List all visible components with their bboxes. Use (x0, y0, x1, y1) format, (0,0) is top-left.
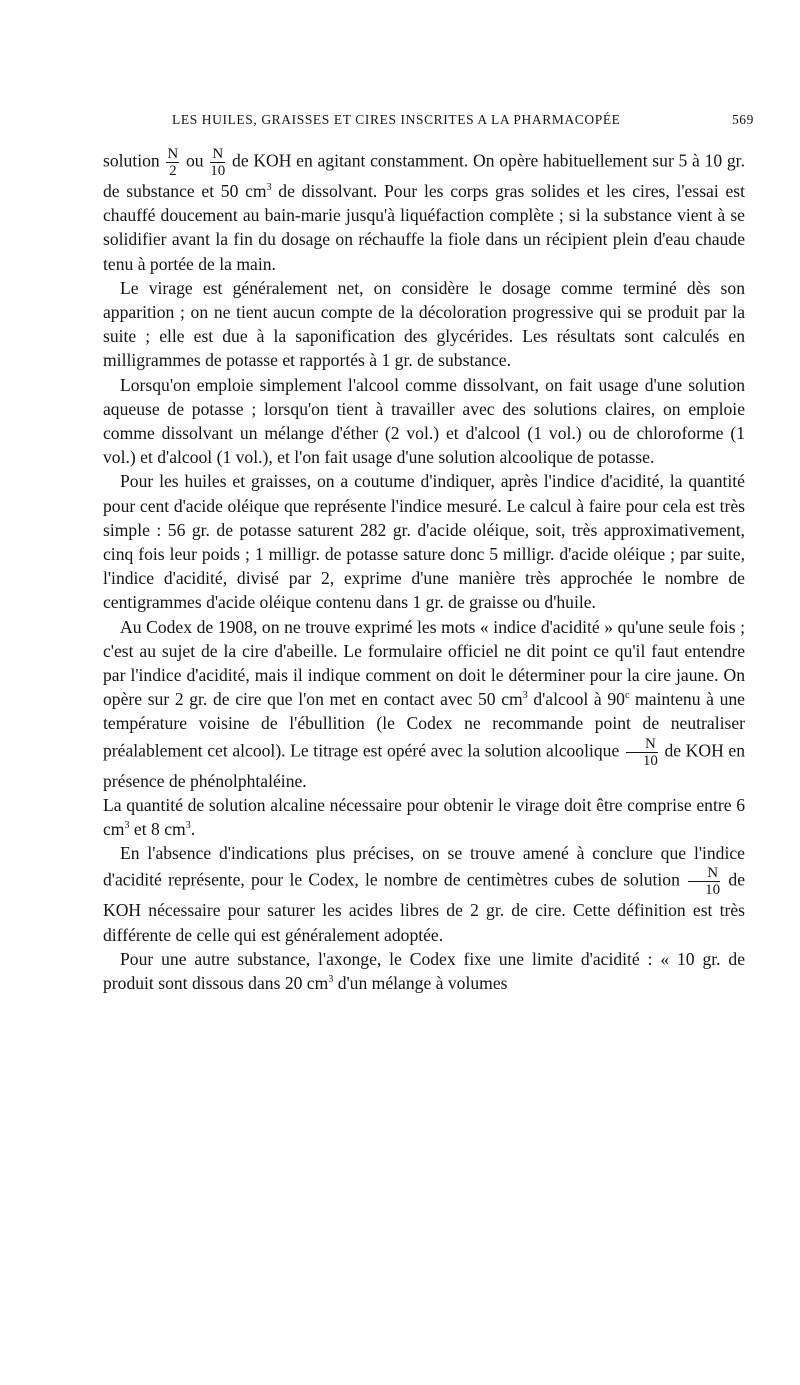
paragraph-4: Pour les huiles et graisses, on a coutume d'indiquer, après l'indice d'acidité, la quantité pour cent d'acide oléique que représente l'indice mesuré. Le calcul à faire pour cela est très simple : 56 gr. de potasse saturent 282 gr. d'acide oléique, soit, très approximativement, cinq fois leur poids ; 1 milligr. de potasse sature donc 5 milligr. d'acide oléique ; par suite, l'indice d'acidité, divisé par 2, exprime d'une manière très approchée le nombre de centigrammes d'acide oléique contenu dans 1 gr. de graisse ou d'huile. (103, 471, 745, 613)
paragraph-2: Le virage est généralement net, on considère le dosage comme terminé dès son apparition ; on ne tient aucun compte de la décoloration progressive qui se produit par la suite ; elle est due à la saponification des glycérides. Les résultats sont calculés en milligrammes de potasse et rapportés à 1 gr. de substance. (103, 277, 745, 371)
fraction-n-over-10: $\frac{N}{10}$ (688, 865, 720, 898)
paragraph-7: En l'absence d'indications plus précises, on se trouve amené à conclure que l'indice d'acidité représente, pour le Codex, le nombre de centimètres cubes de solution $\frac{N}{10}$ de KOH nécessaire pour saturer les acides libres de 2 gr. de cire. Cette définition est très différente de celle qui est généralement adoptée. (103, 843, 746, 945)
body-text (103, 146, 745, 995)
running-title: LES HUILES, GRAISSES ET CIRES INSCRITES A LA PHARMACOPÉE (172, 112, 621, 127)
paragraph-8: Pour une autre substance, l'axonge, le Codex fixe une limite d'acidité : « 10 gr. de produit sont dissous dans 20 $cm^3$ d'un mélange à volumes (103, 948, 745, 994)
paragraph-6: La quantité de solution alcaline nécessaire pour obtenir le virage doit être comprise entre 6 $cm^3$ et 8 $cm^3$. (103, 794, 745, 840)
fraction-n-over-10: $\frac{N}{10}$ (626, 736, 658, 769)
fraction-n-over-10: $\frac{N}{10}$ (210, 146, 226, 179)
paragraph-3: Lorsqu'on emploie simplement l'alcool comme dissolvant, on fait usage d'une solution aqueuse de potasse ; lorsqu'on tient à travailler avec des solutions claires, on emploie comme dissolvant un mélange d'éther (2 vol.) et d'alcool (1 vol.) ou de chloroforme (1 vol.) et d'alcool (1 vol.), et l'on fait usage d'une solution alcoolique de potasse. (103, 374, 745, 468)
paragraph-5: Au Codex de 1908, on ne trouve exprimé les mots « indice d'acidité » qu'une seule fois ; c'est au sujet de la cire d'abeille. Le formulaire officiel ne dit point ce qu'il faut entendre par l'indice d'acidité, mais il indique comment on doit le déterminer pour la cire jaune. On opère sur 2 gr. de cire que l'on met en contact avec 50 $cm^3$ d'alcool à 90$^c$ maintenu à une température voisine de l'ébullition (le Codex ne recommande point de neutraliser préalablement cet alcool). Le titrage est opéré avec la solution alcoolique $\frac{N}{10}$ de KOH en présence de phénolphtaléine. (103, 616, 745, 791)
paragraph-1: solution $\frac{N}{2}$ ou $\frac{N}{10}$ de KOH en agitant constamment. On opère habituellement sur 5 à 10 gr. de substance et 50 $cm^3$ de dissolvant. Pour les corps gras solides et les cires, l'essai est chauffé doucement au bain-marie jusqu'à liquéfaction complète ; si la substance vient à se solidifier avant la fin du dosage on réchauffe la fiole dans un récipient plein d'eau chaude tenu à portée de la main. (103, 146, 745, 274)
fraction-n-over-2: $\frac{N}{2}$ (167, 146, 179, 179)
page-number: 569 (731, 112, 754, 127)
